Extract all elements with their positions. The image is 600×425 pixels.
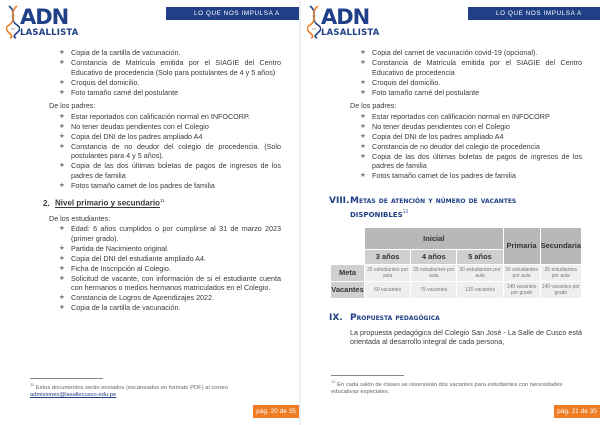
parents-list [350,112,582,181]
footnote-ref[interactable]: 12 [402,209,409,215]
header-slogan: LO QUE NOS IMPULSA A SERVIR [166,7,299,20]
table-cell: 60 vacantes [365,281,411,298]
list-item: ★ No tener deudas pendientes con el Colegio [59,122,281,132]
page-21 [301,0,600,425]
header-3-anos: 3 años [365,249,411,264]
footnote-text: Estos documentos serán enviados (escaneados en formato PDF) al correo [35,384,228,391]
list-item: ★ Ficha de Inscripción al Colegio. [59,264,281,274]
table-cell: 140 vacantes por grado [540,281,581,298]
footnote [331,378,576,397]
list-item: ★ Croquis del domicilio. [59,78,281,88]
list-item: ★ No tener deudas pendientes con el Colegio [360,122,582,132]
logo-adn: ADN [321,5,370,29]
table-cell: 35 estudiantes por aula [503,264,540,281]
dna-icon [6,5,20,39]
intro-list [350,48,582,97]
section-title-line1: Metas de atención y número de vacantes [350,195,517,206]
footnote-number: 11 [30,382,35,387]
vacancies-table [330,227,582,299]
logo-lasallista: LASALLISTA [321,28,380,38]
list-item: ★ Croquis del domicilio. [360,78,582,88]
page-number-badge: pág. 21 de 35 [554,405,600,418]
header-secundaria: Secundaria [540,227,581,264]
list-item: ★ Fotos tamaño carnet de los padres de familia [360,171,582,181]
students-list [49,224,281,313]
section-title: Propuesta pedagógica [350,312,440,323]
parents-list [49,112,281,191]
footnote-divider [331,375,404,376]
table-cell: 35 estudiantes por aula [540,264,581,281]
table-cell: 25 estudiantes por aula [411,264,457,281]
dna-icon [307,5,321,39]
footnote-number: 12 [331,379,336,384]
section-title [43,196,275,208]
section-number: IX. [329,312,343,323]
list-item: ★ Constancia de no deudor del colegio de procedencia [360,142,582,152]
header-primaria: Primaria [503,227,540,264]
parents-label: De los padres: [49,101,96,111]
page-content [43,48,281,313]
header-4-anos: 4 años [411,249,457,264]
adn-lasallista-logo [6,5,79,41]
students-label: De los estudiantes: [49,213,111,223]
list-item: ★ Fotos tamaño carnet de los padres de familia [59,181,281,191]
section-heading-viii [329,196,561,221]
list-item: ★ Copia del DNI de los padres ampliado A4 [59,132,281,142]
list-item: ★ Constancia de Matrícula emitida por el SIAGIE del Centro Educativo de procedencia (Solo para postulantes de 4 y 5 años) [59,58,281,77]
footnote [30,381,275,400]
row-label-meta: Meta [331,264,365,281]
list-item: ★ Copia del DNI de los padres ampliado A4 [360,132,582,142]
page-20 [0,0,299,425]
footnote-text: En cada salón de clases se reservarán dos vacantes para estudiantes con necesidades educativas especiales. [331,381,563,396]
adn-lasallista-logo [307,5,380,41]
list-item: ★ Constancia de no deudor del colegio de procedencia. (Solo postulantes para 4 y 5 años). [59,142,281,161]
parents-label: De los padres: [350,101,397,111]
logo-adn: ADN [20,5,69,29]
table-row [331,264,582,281]
list-item: ★ Copia de la cartilla de vacunación. [59,48,281,58]
list-item: ★ Foto tamaño carné del postulante [59,88,281,98]
footnote-divider [30,378,103,379]
list-item: ★ Copia del carnet de vacunación covid-19 (opcional). [360,48,582,58]
list-item: ★ Solicitud de vacante, con información de si el estudiante cuenta con hermanos o medios hermanos matriculados en el Colegio. [59,274,281,293]
email-link[interactable]: admisiones@lasallecusco.edu.pe [30,392,117,399]
section-heading-ix [329,313,561,324]
header-slogan: LO QUE NOS IMPULSA A SERVIR [468,7,600,20]
list-item: ★ Constancia de Logros de Aprendizajes 2022. [59,293,281,303]
list-item: ★ Copia de las dos últimas boletas de pagos de ingresos de los padres de familia [59,161,281,180]
section-title-line2: DISPONIBLES [350,210,403,219]
list-item: ★ Edad: 6 años cumplidos o por cumplirse al 31 de marzo 2023 (primer grado). [59,224,281,243]
table-cell: 20 estudiantes por aula [365,264,411,281]
list-item: ★ Copia de las dos últimas boletas de pagos de ingresos de los padres de familia [360,152,582,171]
list-item: ★ Partida de Nacimiento original. [59,244,281,254]
list-item: ★ Estar reportados con calificación normal en INFOCORP. [59,112,281,122]
header-inicial: Inicial [365,227,504,249]
section-label: Nivel primario y secundario [55,199,160,209]
list-item: ★ Copia de la cartilla de vacunación. [59,303,281,313]
section-number: VIII. [329,195,350,206]
footnote-ref[interactable]: 11 [159,198,165,204]
table-cell: 30 estudiantes por aula [457,264,503,281]
intro-list [49,48,281,97]
header-5-anos: 5 años [457,249,503,264]
section-number: 2. [43,199,50,209]
table-cell: 140 vacantes por grado [503,281,540,298]
table-corner [331,227,365,264]
page-content [329,48,582,347]
list-item: ★ Foto tamaño carné del postulante [360,88,582,98]
row-label-vacantes: Vacantes [331,281,365,298]
page-number-badge: pág. 20 de 35 [253,405,299,418]
table-row [331,281,582,298]
list-item: ★ Estar reportados con calificación normal en INFOCORP [360,112,582,122]
table-cell: 120 vacantes [457,281,503,298]
table-cell: 75 vacantes [411,281,457,298]
body-paragraph: La propuesta pedagógica del Colegio San José - La Salle de Cusco está orientada al desarrollo integral de cada persona, [350,327,582,347]
logo-lasallista: LASALLISTA [20,28,79,38]
list-item: ★ Constancia de Matrícula emitida por el SIAGIE del Centro Educativo de procedencia [360,58,582,77]
list-item: ★ Copia del DNI del estudiante ampliado A4. [59,254,281,264]
